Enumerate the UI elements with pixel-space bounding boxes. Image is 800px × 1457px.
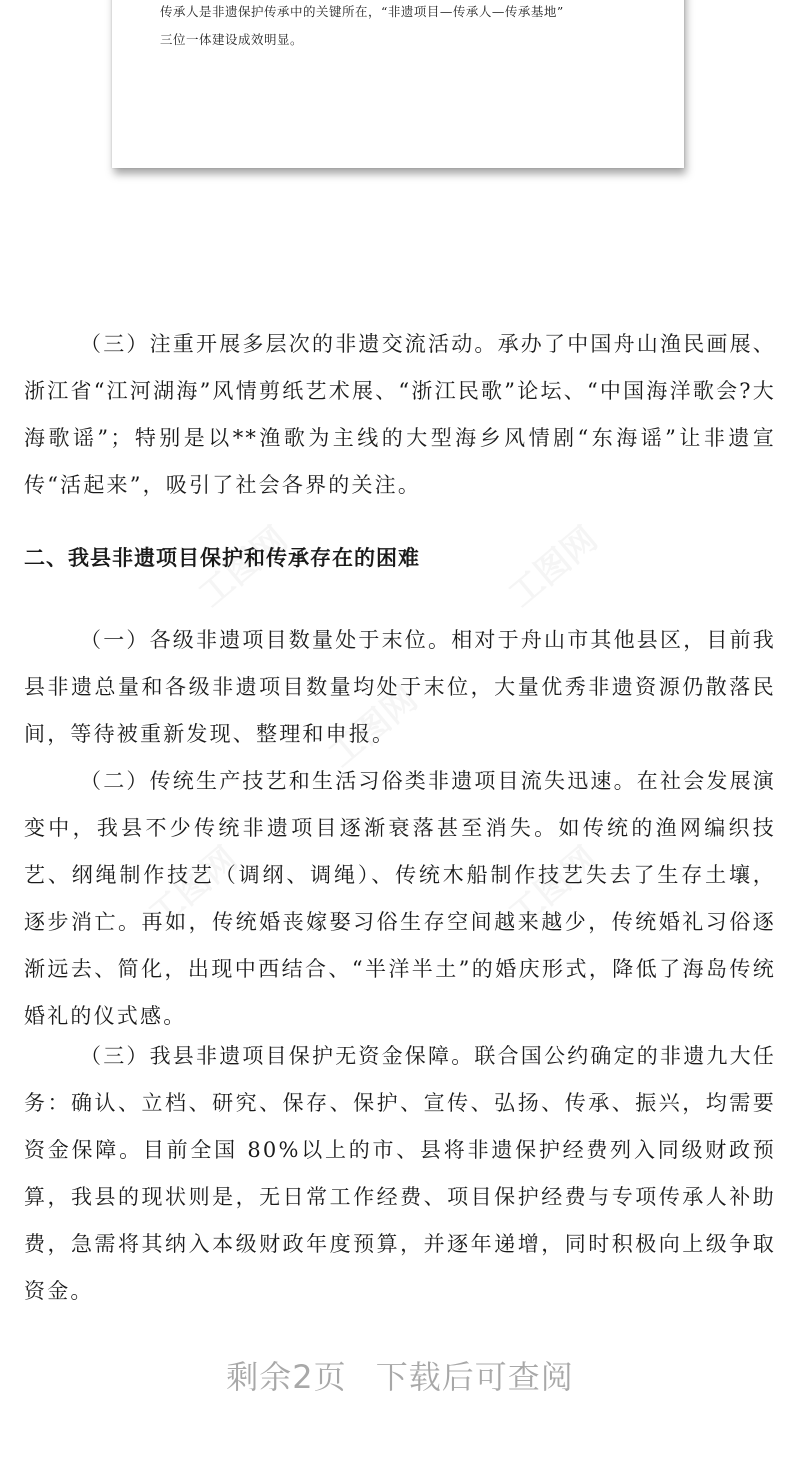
watermark-logo: 工图网 [501,839,605,935]
paragraph-funding: （三）我县非遗项目保护无资金保障。联合国公约确定的非遗九大任务：确认、立档、研究、保存、保护、宣传、弘扬、传承、振兴，均需要资金保障。目前全国 80%以上的市、县将非遗保护经费列入同级财政预算，我县的现状则是，无日常工作经费、项目保护经费与专项传承人补助费，急需将其纳入本级财政年度预算，并逐年递增，同时积极向上级争取资金。 [24,1044,776,1303]
remaining-pages-notice[interactable]: 剩余2页 下载后可查阅 [226,1358,574,1396]
watermark-logo: 工图网 [321,679,425,775]
quote-card [112,0,684,168]
section-heading: 二、我县非遗项目保护和传承存在的困难 [24,546,420,570]
paragraph-traditional-loss: （二）传统生产技艺和生活习俗类非遗项目流失迅速。在社会发展演变中，我县不少传统非遗项目逐渐衰落甚至消失。如传统的渔网编织技艺、纲绳制作技艺（调纲、调绳）、传统木船制作技艺失去了生存土壤，逐步消亡。再如，传统婚丧嫁娶习俗生存空间越来越少，传统婚礼习俗逐渐远去、简化，出现中西结合、“半洋半土”的婚庆形式，降低了海岛传统婚礼的仪式感。 [24,769,776,1028]
paragraph-exchange-activities: （三）注重开展多层次的非遗交流活动。承办了中国舟山渔民画展、浙江省“江河湖海”风情剪纸艺术展、“浙江民歌”论坛、“中国海洋歌会?大海歌谣”；特别是以**渔歌为主线的大型海乡风情剧“东海谣”让非遗宣传“活起来”，吸引了社会各界的关注。 [24,332,776,497]
watermark-logo: 工图网 [501,519,605,615]
watermark-logo: 工图网 [141,839,245,935]
card-text-line-2: 三位一体建设成效明显。 [160,32,304,47]
card-text-line-1: 传承人是非遗保护传承中的关键所在，“非遗项目—传承人—传承基地” [160,4,564,19]
watermark-logo: 工图网 [191,519,295,615]
paragraph-project-count: （一）各级非遗项目数量处于末位。相对于舟山市其他县区，目前我县非遗总量和各级非遗项目数量均处于末位，大量优秀非遗资源仍散落民间，等待被重新发现、整理和申报。 [24,628,776,746]
